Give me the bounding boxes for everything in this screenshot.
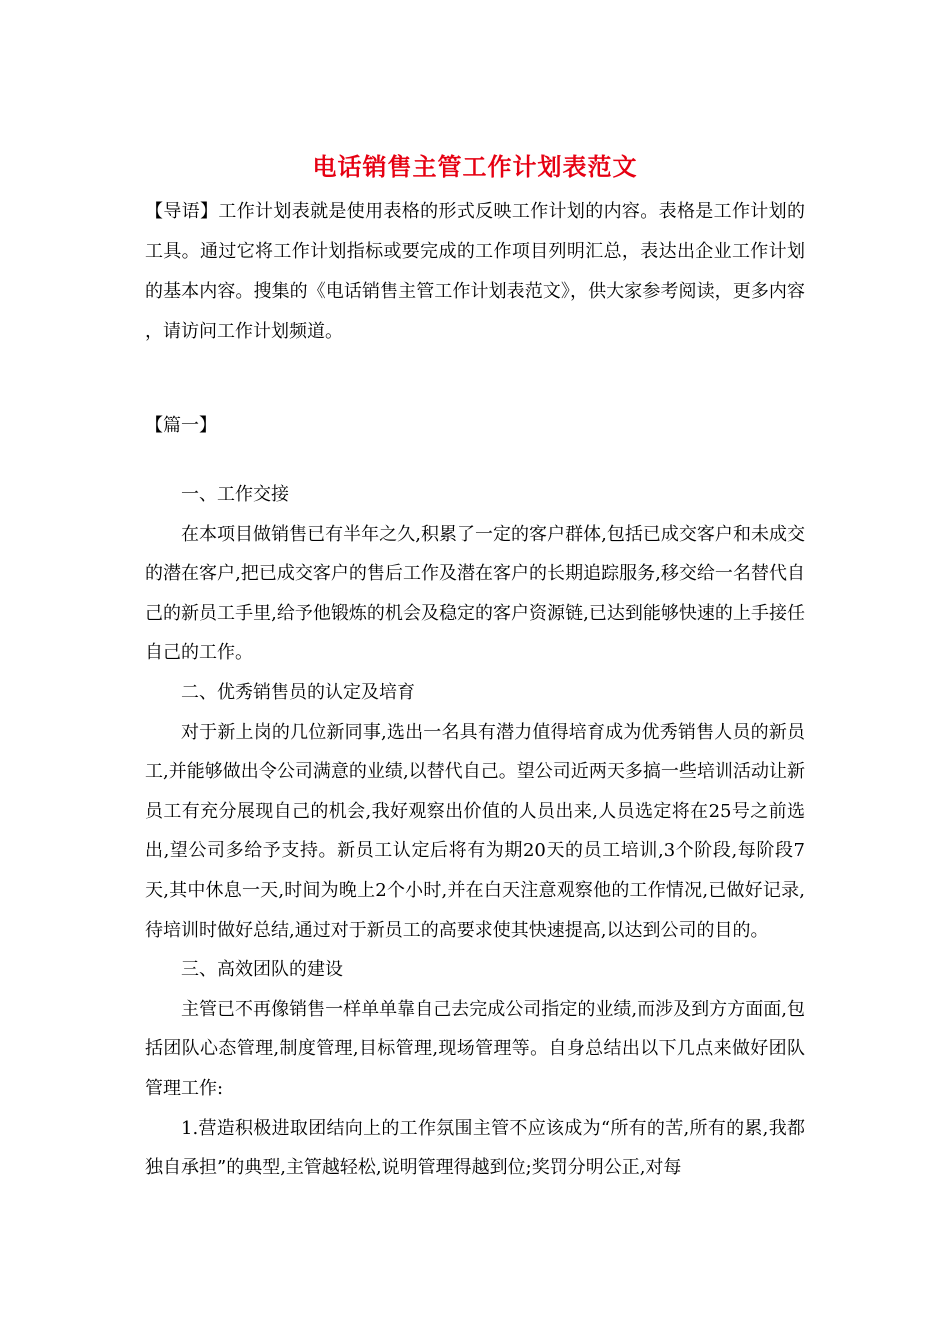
heading-sales-training: 二、优秀销售员的认定及培育 [181,681,415,703]
paragraph-team-building: 主管已不再像销售一样单单靠自己去完成公司指定的业绩,而涉及到方方面面,包括团队心态管理,制度管理,目标管理,现场管理等。自身总结出以下几点来做好团队管理工作: [145,998,805,1099]
paragraph-work-handover: 在本项目做销售已有半年之久,积累了一定的客户群体,包括已成交客户和未成交的潜在客户,把已成交客户的售后工作及潜在客户的长期追踪服务,移交给一名替代自己的新员工手里,给予他锻炼的机会及稳定的客户资源链,已达到能够快速的上手接任自己的工作。 [145,523,805,664]
paragraph-sales-training: 对于新上岗的几位新同事,选出一名具有潜力值得培育成为优秀销售人员的新员工,并能够做出令公司满意的业绩,以替代自己。望公司近两天多搞一些培训活动让新员工有充分展现自己的机会,我好观察出价值的人员出来,人员选定将在25号之前选出,望公司多给予支持。新员工认定后将有为期20天的员工培训,3个阶段,每阶段7天,其中休息一天,时间为晚上2个小时,并在白天注意观察他的工作情况,已做好记录,待培训时做好总结,通过对于新员工的高要求使其快速提高,以达到公司的目的。 [145,721,805,941]
paragraph-point-1: 1.营造积极进取团结向上的工作氛围主管不应该成为“所有的苦,所有的累,我都独自承担”的典型,主管越轻松,说明管理得越到位;奖罚分明公正,对每 [145,1117,805,1179]
intro-paragraph: 【导语】工作计划表就是使用表格的形式反映工作计划的内容。表格是工作计划的工具。通过它将工作计划指标或要完成的工作项目列明汇总，表达出企业工作计划的基本内容。搜集的《电话销售主管工作计划表范文》，供大家参考阅读，更多内容 ，请访问工作计划频道。 [145,201,805,342]
body-text [145,475,805,1188]
document-title: 电话销售主管工作计划表范文 [312,152,638,181]
heading-team-building: 三、高效团队的建设 [181,959,343,981]
section-label: 【篇一】 [145,415,217,436]
heading-work-handover: 一、工作交接 [181,484,289,505]
